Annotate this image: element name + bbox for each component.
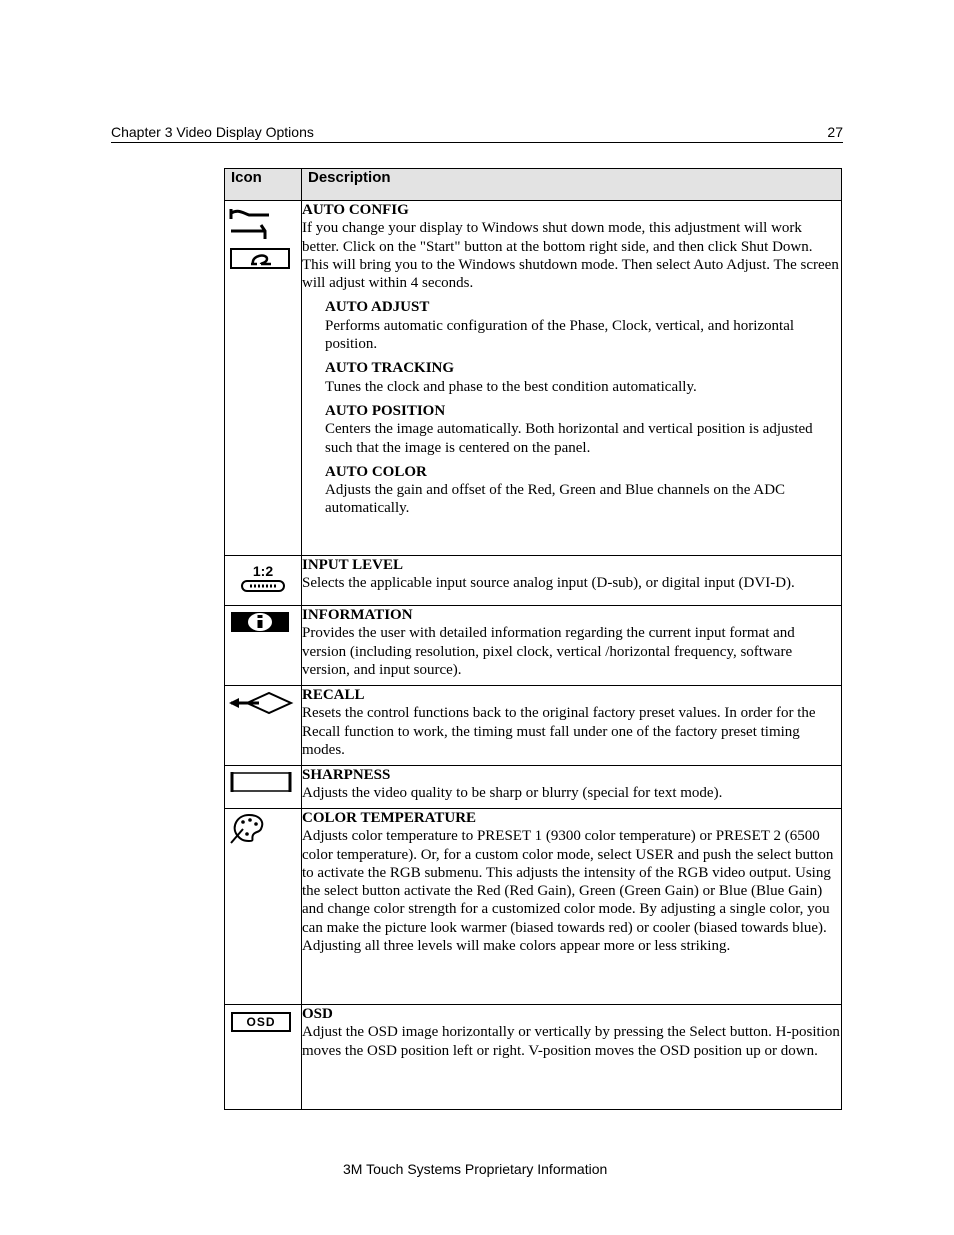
- color-temperature-title: COLOR TEMPERATURE: [302, 810, 477, 826]
- information-text: Provides the user with detailed information regarding the current input format and version (including resolution, pixel clock, vertical /horizontal frequency, software version, and input source).: [302, 625, 795, 678]
- table-row: [225, 766, 842, 809]
- footer-text: 3M Touch Systems Proprietary Information: [343, 1161, 608, 1177]
- table-row: [225, 1005, 842, 1110]
- sharpness-text: Adjusts the video quality to be sharp or blurry (special for text mode).: [302, 785, 723, 802]
- info-icon: [225, 606, 301, 636]
- recall-text: Resets the control functions back to the original factory preset values. In order for the Recall function to work, the timing must fall under one of the factory preset timing modes.: [302, 705, 816, 758]
- chapter-title: Chapter 3 Video Display Options: [111, 124, 314, 140]
- osd-description: [302, 1005, 842, 1110]
- table-header-row: [225, 169, 842, 201]
- sharpness-description: [302, 766, 842, 809]
- osd-icon: [231, 1012, 291, 1032]
- auto-config-title: AUTO CONFIG: [302, 202, 409, 218]
- auto-adjust-text: Performs automatic configuration of the Phase, Clock, vertical, and horizontal position.: [325, 317, 795, 353]
- palette-icon: [225, 809, 301, 849]
- information-description: [302, 606, 842, 686]
- auto-tracking-block: [325, 359, 841, 396]
- color-temperature-icon-cell: [225, 809, 302, 1005]
- auto-color-block: [325, 463, 841, 518]
- table-row: [225, 201, 842, 556]
- information-title: INFORMATION: [302, 607, 413, 623]
- color-temperature-text: Adjusts color temperature to PRESET 1 (9300 color temperature) or PRESET 2 (6500 color temperature). Or, for a custom color mode, select USER and push the select button to activate the RGB submenu. This adjusts the intensity of the RGB video output. Using the select button activate the Red (Red Gain), Green (Green Gain) or Blue (Blue Gain) and change color strength for a customized color mode. By adjusting a single color, you can make the picture look warmer (biased towards red) or cooler (biased towards blue). Adjusting all three levels will make colors appear more or less striking.: [302, 828, 834, 955]
- auto-config-icon-cell: [225, 201, 302, 556]
- auto-adjust-block: [325, 298, 841, 353]
- recall-title: RECALL: [302, 687, 365, 703]
- options-table: [224, 168, 842, 1110]
- sharpness-title: SHARPNESS: [302, 767, 391, 783]
- auto-color-text: Adjusts the gain and offset of the Red, Green and Blue channels on the ADC automatically.: [325, 482, 786, 517]
- table-row: [225, 809, 842, 1005]
- auto-config-icon: [225, 201, 301, 281]
- osd-icon-cell: [225, 1005, 302, 1110]
- auto-position-text: Centers the image automatically. Both horizontal and vertical position is adjusted such that the image is centered on the panel.: [325, 421, 813, 456]
- osd-icon-label: OSD: [246, 1015, 276, 1029]
- input-level-text: Selects the applicable input source analog input (D-sub), or digital input (DVI-D).: [302, 575, 795, 592]
- page-number: 27: [827, 124, 843, 140]
- recall-icon-cell: [225, 686, 302, 766]
- information-icon-cell: [225, 606, 302, 686]
- auto-tracking-text: Tunes the clock and phase to the best condition automatically.: [325, 378, 697, 395]
- osd-text: Adjust the OSD image horizontally or vertically by pressing the Select button. H-position moves the OSD position left or right. V-position moves the OSD position up or down.: [302, 1024, 840, 1059]
- recall-description: [302, 686, 842, 766]
- connector-icon: [225, 579, 301, 595]
- icon-column-header: Icon: [225, 169, 302, 201]
- color-temperature-description: [302, 809, 842, 1005]
- auto-position-title: AUTO POSITION: [325, 402, 446, 419]
- input-level-icon-label: 1:2: [252, 563, 274, 579]
- table-row: [225, 686, 842, 766]
- auto-position-block: [325, 402, 841, 457]
- auto-config-text: If you change your display to Windows shut down mode, this adjustment will work better. Click on the "Start" button at the bottom right side, and then click Shut Down. This will bring you to the Windows shutdown mode. Then select Auto Adjust. The screen will adjust within 4 seconds.: [302, 220, 839, 292]
- description-column-header: Description: [302, 169, 842, 201]
- input-level-title: INPUT LEVEL: [302, 557, 404, 573]
- auto-tracking-title: AUTO TRACKING: [325, 360, 455, 377]
- input-level-description: [302, 556, 842, 606]
- input-level-icon-cell: [225, 556, 302, 606]
- sharpness-icon-cell: [225, 766, 302, 809]
- recall-arrow-icon: [225, 686, 301, 716]
- auto-color-title: AUTO COLOR: [325, 463, 427, 480]
- auto-config-description: [302, 201, 842, 556]
- osd-title: OSD: [302, 1006, 333, 1022]
- auto-adjust-title: AUTO ADJUST: [325, 299, 430, 316]
- sharpness-icon: [225, 766, 301, 796]
- table-row: [225, 606, 842, 686]
- page-header: [111, 123, 843, 143]
- table-row: [225, 556, 842, 606]
